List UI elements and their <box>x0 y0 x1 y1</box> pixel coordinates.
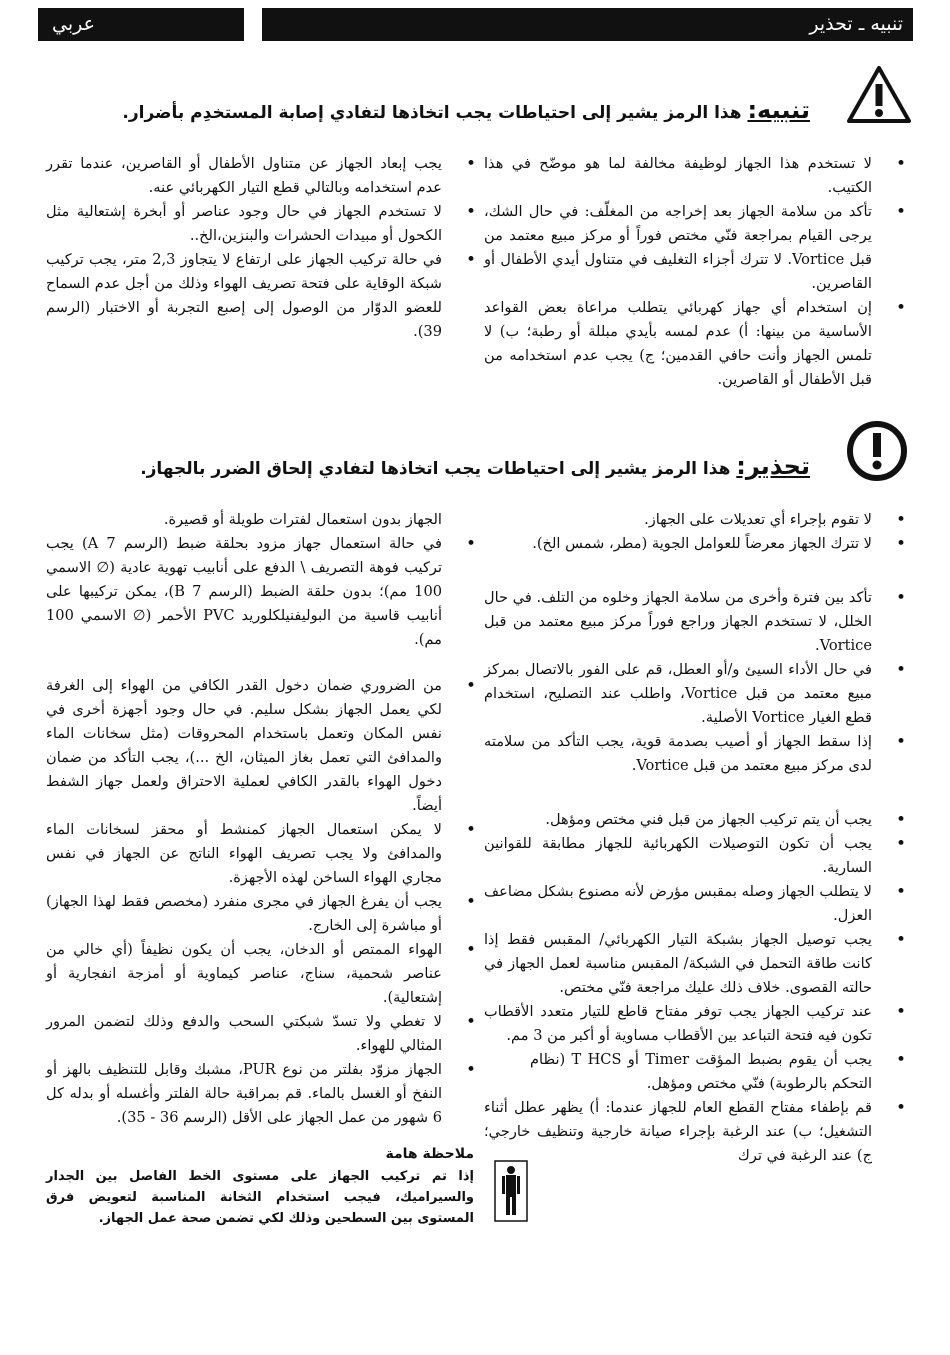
list-item: • يجب توصيل الجهاز بشبكة التيار الكهربائي/ المقبس فقط إذا كانت طاقة التحمل في الشبكة/ المقبس مناسبة لعمل الجهاز في حالته القصوى. خلاف ذلك عليك مراجعة فنّي مختص. <box>484 928 912 1000</box>
technician-figure-icon <box>494 1160 528 1222</box>
warning-triangle-icon <box>846 64 912 124</box>
list-item: • لا تستخدم الجهاز في حال وجود عناصر أو أبخرة إشتعالية مثل الكحول أو مبيدات الحشرات والبنزين،الخ.. <box>46 200 482 248</box>
list-item: • تأكد بين فترة وأخرى من سلامة الجهاز وخلوه من التلف. في حال الخلل، لا تستخدم الجهاز وراجع فوراً مركز مبيع معتمد من قبل Vortice. <box>484 586 912 658</box>
list-item: • قم بإطفاء مفتاح القطع العام للجهاز عندما: أ) يظهر عطل أثناء التشغيل؛ ب) عند الرغبة بإجراء صيانة خارجية وتنظيف خارجي؛ ج) عند الرغبة في ترك <box>484 1096 912 1168</box>
caution-keyword: تنبيه: <box>747 96 810 124</box>
caution-heading <box>122 96 810 124</box>
list-item: • يجب أن تكون التوصيلات الكهربائية للجهاز مطابقة للقوانين السارية. <box>484 832 912 880</box>
list-item: • لا تقوم بإجراء أي تعديلات على الجهاز. <box>484 508 912 532</box>
note-title: ملاحظة هامة <box>385 1146 474 1162</box>
warning-keyword: تحذير: <box>736 452 810 480</box>
warning-title: هذا الرمز يشير إلى احتياطات يجب اتخاذها لتفادي إلحاق الضرر بالجهاز. <box>140 459 731 479</box>
language-label: عربي <box>52 13 95 35</box>
list-item: • لا تستخدم هذا الجهاز لوظيفة مخالفة لما هو موضّح في هذا الكتيب. <box>484 152 912 200</box>
caution-column-left <box>46 152 482 344</box>
list-item: • لا يمكن استعمال الجهاز كمنشط أو محقز لسخانات الماء والمدافئ ولا يجب تصريف الهواء الناتج عن الجهاز في نفس مجاري الهواء الساخن لهذه الأجهزة. <box>46 818 482 890</box>
warning-column-left <box>46 508 482 1229</box>
list-item: • إذا سقط الجهاز أو أصيب بصدمة قوية، يجب التأكد من سلامته لدى مركز مبيع معتمد من قبل Vortice. <box>484 730 912 778</box>
list-item: • يجب إبعاد الجهاز عن متناول الأطفال أو القاصرين، عندما تقرر عدم استخدامه وبالتالي قطع التيار الكهربائي عنه. <box>46 152 482 200</box>
list-item: الجهاز بدون استعمال لفترات طويلة أو قصيرة. <box>163 511 442 528</box>
list-item: • في حالة تركيب الجهاز على ارتفاع لا يتجاوز 2,3 متر، يجب تركيب شبكة الوقاية على فتحة تصريف الهواء وذلك من أجل عدم السماح للعضو الدوّار من الوصول إلى إصبع التجربة أو الاختبار (الرسم 39). <box>46 248 482 344</box>
language-header-bar <box>38 8 244 41</box>
warning-heading <box>140 452 810 480</box>
section-title: تنبيه ـ تحذير <box>809 13 903 35</box>
exclamation-circle-icon <box>846 420 908 482</box>
note-body: إذا تم تركيب الجهاز على مستوى الخط الفاصل بين الجدار والسيراميك، فيجب استخدام الثخانة المناسبة لتعويض فرق المستوى بين السطحين وذلك لكي تضمن صحة عمل الجهاز. <box>46 1169 474 1226</box>
list-item: • يجب أن يتم تركيب الجهاز من قبل فني مختص ومؤهل. <box>484 808 912 832</box>
list-item: • تأكد من سلامة الجهاز بعد إخراجه من المغلّف: في حال الشك، يرجى القيام بمراجعة فنّي مختص فوراً أو مركز مبيع معتمد من قبل Vortice. لا تترك أجزاء التغليف في متناول أيدي الأطفال أو القاصرين. <box>484 200 912 296</box>
list-item: • الهواء الممتص أو الدخان، يجب أن يكون نظيفاً (أي خالي من عناصر شحمية، سناج، عناصر كيماوية أو أمزجة انفجارية أو إشتعالية). <box>46 938 482 1010</box>
warning-column-right <box>484 508 912 1168</box>
list-item: • من الضروري ضمان دخول القدر الكافي من الهواء إلى الغرفة لكي يعمل الجهاز بشكل سليم. في حال وجود أجهزة أخرى في نفس المكان وتعمل باستخدام المحروقات (مثل سخانات الماء والمدافئ التي تعمل بغاز الميثان، الخ ...)، يجب التأكد من ضمان دخول الهواء بالقدر الكافي لعملية الاحتراق ولعمل جهاز الشفط أيضاً. <box>46 674 482 818</box>
caution-column-right <box>484 152 912 392</box>
section-header-bar <box>262 8 913 41</box>
list-item: • لا يتطلب الجهاز وصله بمقبس مؤرض لأنه مصنوع بشكل مضاعف العزل. <box>484 880 912 928</box>
list-item: • عند تركيب الجهاز يجب توفر مفتاح قاطع للتيار متعدد الأقطاب تكون فيه فتحة التباعد بين الأقطاب مساوية أو أكبر من 3 مم. <box>484 1000 912 1048</box>
list-item: • في حال الأداء السيئ و/أو العطل، قم على الفور بالاتصال بمركز مبيع معتمد من قبل Vortice، واطلب عند التصليح، استخدام قطع الغيار Vortice الأصلية. <box>484 658 912 730</box>
list-item: • الجهاز مزوّد بفلتر من نوع PUR، مشبك وقابل للتنظيف بالهز أو النفخ أو الغسل بالماء. قم بمراقبة حالة الفلتر وأغسله أو بدله كل 6 شهور من عمل الجهاز على الأقل (الرسم 36 - 35). <box>46 1058 482 1130</box>
list-item: • يجب أن يفرغ الجهاز في مجرى منفرد (مخصص فقط لهذا الجهاز) أو مباشرة إلى الخارج. <box>46 890 482 938</box>
list-item: • لا تترك الجهاز معرضاً للعوامل الجوية (مطر، شمس الخ). <box>484 532 912 556</box>
list-item: • لا تغطي ولا تسدّ شبكتي السحب والدفع وذلك لتضمن المرور المثالي للهواء. <box>46 1010 482 1058</box>
caution-title: هذا الرمز يشير إلى احتياطات يجب اتخاذها لتفادي إصابة المستخدِم بأضرار. <box>122 103 742 123</box>
list-item: • إن استخدام أي جهاز كهربائي يتطلب مراعاة بعض القواعد الأساسية من بينها: أ) عدم لمسه بأيدي مبللة أو رطبة؛ ب) لا تلمس الجهاز وأنت حافي القدمين؛ ج) يجب عدم استخدامه من قبل الأطفال أو القاصرين. <box>484 296 912 392</box>
list-item: • يجب أن يقوم بضبط المؤقت Timer أو T HCS (نظام التحكم بالرطوبة) فنّي مختص ومؤهل. <box>484 1048 912 1096</box>
list-item: • في حالة استعمال جهاز مزود بحلقة ضبط (الرسم 7 A) يجب تركيب فوهة التصريف \ الدفع على أنابيب تهوية عادية (∅ الاسمي 100 مم)؛ بدون حلقة الضبط (الرسم 7 B)، يمكن تركيبها على أنابيب قاسية من البوليفنيلكلوريد PVC الأحمر (∅ الاسمي 100 مم). <box>46 532 482 652</box>
